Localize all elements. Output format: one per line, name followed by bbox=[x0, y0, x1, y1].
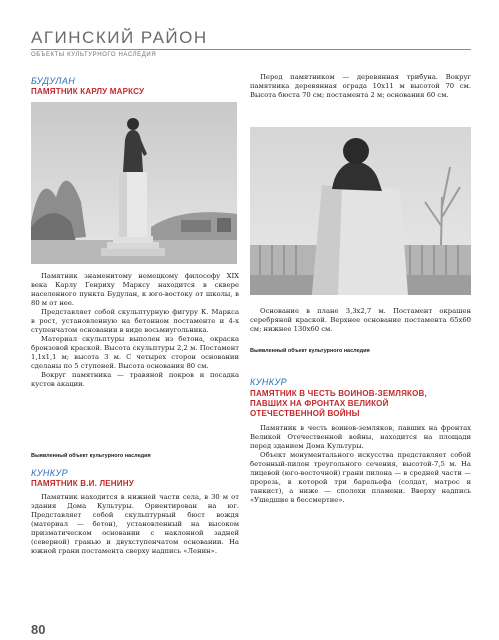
warriors-place: КУНКУР bbox=[250, 377, 288, 387]
paragraph: Перед памятником — деревянная трибуна. Вокруг памятника деревянная ограда 10х11 м высотой 70 см. Высота бюста 70 см; постамента 2 м; основания 60 см. bbox=[250, 73, 471, 99]
paragraph: Памятник находится в нижней части села, в 30 м от здания Дома Культуры. Ориентирован на юг. Представляет собой скульптурный бюст вождя (материал — бетон), установленный на высоком призматическом основании с наклонной задней (северной) гранью и двухступенчатом основании. На южной грани постамента сверху надпись «Ленин». bbox=[31, 493, 239, 555]
warriors-text bbox=[250, 424, 471, 505]
paragraph: Памятник знаменитому немецкому философу XIX века Карлу Генриху Марксу находится в сквере населенного пункта Будулан, к юго-востоку от школы, в 80 м от нее. bbox=[31, 272, 239, 307]
region-title: АГИНСКИЙ РАЙОН bbox=[31, 28, 208, 47]
paragraph: Памятник в честь воинов-земляков, павших на фронтах Великой Отечественной войны, находится на площади перед зданием Дома Культуры. bbox=[250, 424, 471, 450]
paragraph: Материал скульптуры выполен из бетона, окраска бронзовой краской. Высота скульптуры 2,2 м. Постамент 1,1х1,1 м; высота 3 м. С четырех сторон основании сделаны по 5 ступеней. Высота основания 80 см. bbox=[31, 335, 239, 370]
lenin-monument-photo bbox=[250, 127, 471, 295]
header-rule bbox=[31, 49, 471, 50]
paragraph: Объект монументального искусства представляет собой бетонный-пилон треугольного сечения, высотой-7,5 м. На лицевой (юго-восточной) грани пилона — в средней части — прорезь, в которой три барельефа (солдат, матрос и танкист), а ниже — сполохи пламени. Вверху надпись «Ушедшие в бессмертие». bbox=[250, 451, 471, 504]
marx-heritage-note: Выявленный объект культурного наследия bbox=[31, 453, 151, 459]
header-subtitle: ОБЪЕКТЫ КУЛЬТУРНОГО НАСЛЕДИЯ bbox=[31, 52, 157, 58]
lenin-place: КУНКУР bbox=[31, 468, 69, 478]
lenin-text-right bbox=[250, 307, 471, 334]
paragraph: Вокруг памятника — травяной покров и посадка кустов акации. bbox=[31, 371, 239, 388]
marx-text bbox=[31, 272, 239, 389]
lenin-text-continued bbox=[250, 73, 471, 100]
marx-monument-photo bbox=[31, 102, 237, 264]
paragraph: Представляет собой скульптурную фигуру К. Маркса в рост, установленную на бетонном постаменте и 4-х ступенчатом основании в виде восьмиугольника. bbox=[31, 308, 239, 334]
lenin-text bbox=[31, 493, 239, 556]
page-number: 80 bbox=[31, 622, 46, 637]
lenin-title: ПАМЯТНИК В.И. ЛЕНИНУ bbox=[31, 479, 134, 488]
warriors-title: ПАМЯТНИК В ЧЕСТЬ ВОИНОВ-ЗЕМЛЯКОВ, ПАВШИХ НА ФРОНТАХ ВЕЛИКОЙ ОТЕЧЕСТВЕННОЙ ВОЙНЫ bbox=[250, 389, 427, 418]
marx-place: БУДУЛАН bbox=[31, 76, 76, 86]
paragraph: Основание в плане 3,3х2,7 м. Постамент окрашен серебряной краской. Верхнее основание постамента 65х60 см; нижнее 130х60 см. bbox=[250, 307, 471, 333]
marx-title: ПАМЯТНИК КАРЛУ МАРКСУ bbox=[31, 87, 145, 96]
lenin-heritage-note: Выявленный объект культурного наследия bbox=[250, 348, 370, 354]
